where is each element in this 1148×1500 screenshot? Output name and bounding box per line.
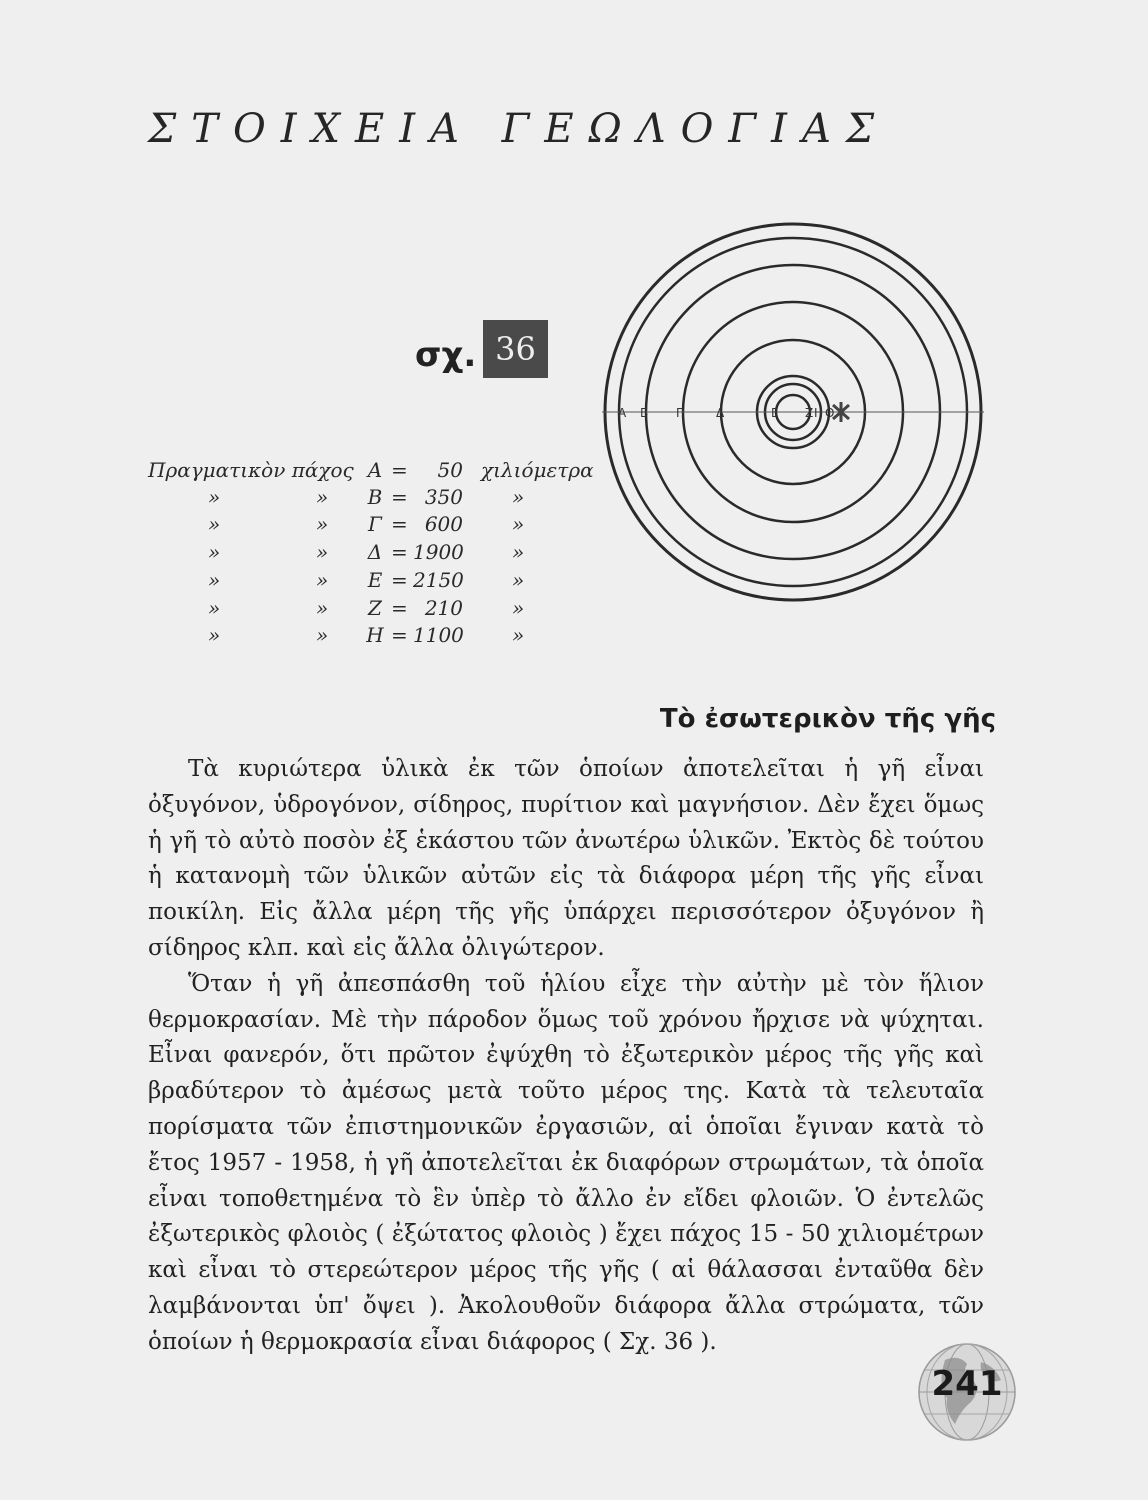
figure-label: σχ. [415, 335, 477, 375]
page-number: 241 [931, 1364, 1003, 1404]
layer-letter-z: Ζ [805, 406, 814, 420]
thickness-label: Πραγματικὸν πάχος [148, 458, 354, 482]
paragraph: Τὰ κυριώτερα ὑλικὰ ἐκ τῶν ὁποίων ἀποτελεῖται ἡ γῆ εἶναι ὀξυγόνον, ὑδρογόνον, σίδηρος, πυρίτιον καὶ μαγνήσιον. Δὲν ἔχει ὅμως ἡ γῆ τὸ αὐτὸ ποσὸν ἐξ ἑκάστου τῶν ἀνωτέρω ὑλικῶν. Ἐκτὸς δὲ τούτου ἡ κατανομὴ τῶν ὑλικῶν αὐτῶν εἰς τὰ διάφορα μέρη τῆς γῆς εἶναι ποικίλη. Εἰς ἄλλα μέρη τῆς γῆς ὑπάρχει περισσότερον ὀξυγόνον ἢ σίδηρος κλπ. καὶ εἰς ἄλλα ὀλιγώτερον. [148, 756, 984, 961]
layer-letter-e: Ε [771, 406, 779, 420]
layer-letter-th: Θ [825, 406, 835, 420]
page-title: ΣΤΟΙΧΕΙΑ ΓΕΩΛΟΓΙΑΣ [148, 106, 890, 152]
paragraph: Ὅταν ἡ γῆ ἀπεσπάσθη τοῦ ἡλίου εἶχε τὴν αὐτὴν μὲ τὸν ἥλιον θερμοκρασίαν. Μὲ τὴν πάροδον ὅμως τοῦ χρόνου ἤρχισε νὰ ψύχηται. Εἶναι φανερόν, ὅτι πρῶτον ἐψύχθη τὸ ἐξωτερικὸν μέρος τῆς γῆς καὶ βραδύτερον τὸ ἀμέσως μετὰ τοῦτο μέρος της. Κατὰ τὰ τελευταῖα πορίσματα τῶν ἐπιστημονικῶν ἐργασιῶν, αἱ ὁποῖαι ἔγιναν κατὰ τὸ ἔτος 1957 - 1958, ἡ γῆ ἀποτελεῖται ἐκ διαφόρων στρωμάτων, τὰ ὁποῖα εἶναι τοποθετημένα τὸ ἓν ὑπὲρ τὸ ἄλλο ἐν εἴδει φλοιῶν. Ὁ ἐντελῶς ἐξωτερικὸς φλοιὸς ( ἐξώτατος φλοιὸς ) ἔχει πάχος 15 - 50 χιλιομέτρων καὶ εἶναι τὸ στερεώτερον μέρος τῆς γῆς ( αἱ θάλασσαι ἐνταῦθα δὲν λαμβάνονται ὑπ' ὄψει ). Ἀκολουθοῦν διάφορα ἄλλα στρώματα, τῶν ὁποίων ἡ θερμοκρασία εἶναι διάφορος ( Σχ. 36 ). [148, 970, 984, 1355]
earth-layers-diagram [596, 186, 986, 656]
body-text [148, 752, 984, 1361]
layer-letter-h: Η [814, 406, 824, 420]
thickness-unit: χιλιόμετρα [481, 458, 594, 482]
layer-letter-d: Δ [716, 406, 725, 420]
layer-letter-a: Α [618, 406, 627, 420]
layer-letter-g: Γ [676, 406, 683, 420]
figure-number-badge: 36 [483, 320, 548, 378]
section-heading: Τὸ ἐσωτερικὸν τῆς γῆς [659, 704, 996, 734]
layer-letter-b: Β [640, 406, 649, 420]
